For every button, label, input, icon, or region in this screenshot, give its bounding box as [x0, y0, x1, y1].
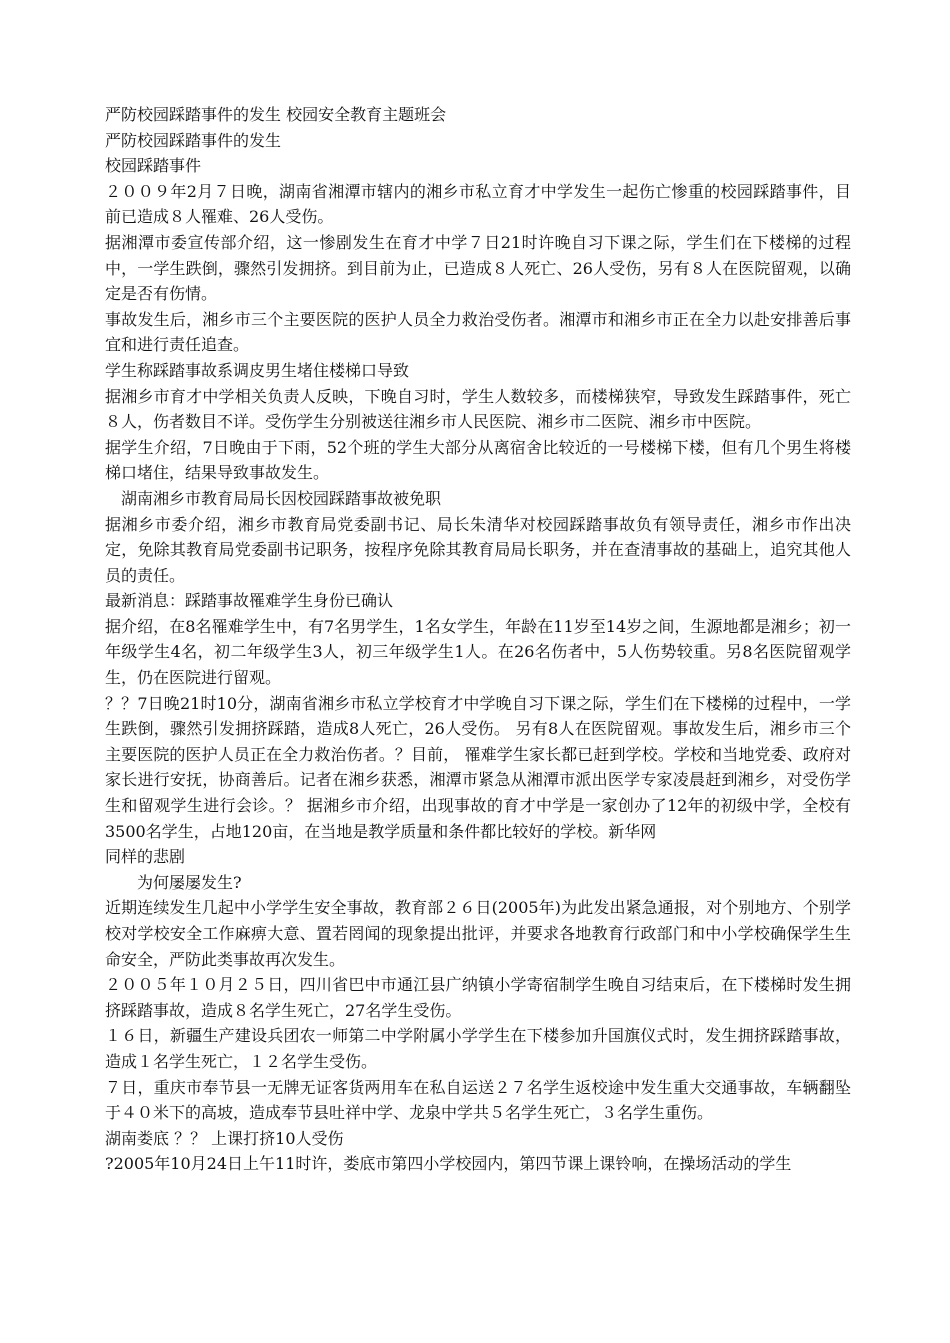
paragraph: ２００５年１０月２５日，四川省巴中市通江县广纳镇小学寄宿制学生晚自习结束后，在下楼梯时发生拥挤踩踏事故，造成８名学生死亡，27名学生受伤。: [105, 975, 851, 1020]
subtitle: 严防校园踩踏事件的发生: [105, 130, 282, 150]
paragraph: 事故发生后，湘乡市三个主要医院的医护人员全力救治受伤者。湘潭市和湘乡市正在全力以赴安排善后事宜和进行责任追查。: [105, 309, 851, 355]
paragraph: 据湘潭市委宣传部介绍，这一惨剧发生在育才中学７日21时许晚自习下课之际，学生们在下楼梯的过程中，一学生跌倒，骤然引发拥挤。到目前为止，已造成８人死亡、26人受伤，另有８人在医院留观，以确定是否有伤情。: [105, 232, 851, 304]
paragraph: ？？7日晚21时10分，湖南省湘乡市私立学校育才中学晚自习下课之际，学生们在下楼梯的过程中，一学生跌倒，骤然引发拥挤踩踏，造成8人死亡，26人受伤。 另有8人在医院留观。事故发生后，湘乡市三个主要医院的医护人员正在全力救治伤者。？目前， 罹难学生家长都已赶到学校。学校和当地党委、政府对家长进行安抚，协商善后。记者在湘乡获悉，湘潭市紧急从湘潭市派出医学专家凌晨赶到湘乡，对受伤学生和留观学生进行会诊。？ 据湘乡市介绍，出现事故的育才中学是一家创办了12年的初级中学，全校有3500名学生，占地120亩，在当地是教学质量和条件都比较好的学校。新华网: [105, 693, 851, 841]
paragraph: ?2005年10月24日上午11时许，娄底市第四小学校园内，第四节课上课铃响，在操场活动的学生: [105, 1154, 792, 1174]
paragraph: ２００９年2月７日晚，湖南省湘潭市辖内的湘乡市私立育才中学发生一起伤亡惨重的校园踩踏事件，目前已造成８人罹难、26人受伤。: [105, 181, 851, 227]
section-heading: 湖南娄底 ？？ 上课打挤10人受伤: [105, 1128, 344, 1148]
section-heading: 同样的悲剧: [105, 847, 186, 867]
document-title-line: 严防校园踩踏事件的发生 校园安全教育主题班会: [105, 105, 447, 124]
paragraph: 据湘乡市委介绍，湘乡市教育局党委副书记、局长朱清华对校园踩踏事故负有领导责任，湘乡市作出决定，免除其教育局党委副书记职务，按程序免除其教育局局长职务，并在查清事故的基础上，追究其他人员的责任。: [105, 514, 851, 585]
section-heading: 校园踩踏事件: [105, 156, 202, 176]
paragraph: ７日，重庆市奉节县一无牌无证客货两用车在私自运送２７名学生返校途中发生重大交通事故，车辆翻坠于４０米下的高坡，造成奉节县吐祥中学、龙泉中学共５名学生死亡，３名学生重伤。: [105, 1077, 851, 1123]
section-heading: 湖南湘乡市教育局局长因校园踩踏事故被免职: [121, 488, 442, 508]
paragraph: 近期连续发生几起中小学学生安全事故，教育部２６日(2005年)为此发出紧急通报，对个别地方、个别学校对学校安全工作麻痹大意、置若罔闻的现象提出批评，并要求各地教育行政部门和中小学校确保学生生命安全，严防此类事故再次发生。: [105, 898, 851, 969]
section-heading: 学生称踩踏事故系调皮男生堵住楼梯口导致: [105, 360, 410, 380]
document-body: [105, 102, 851, 1177]
section-heading: 最新消息：踩踏事故罹难学生身份已确认: [105, 591, 394, 611]
paragraph: 据学生介绍，7日晚由于下雨，52个班的学生大部分从离宿舍比较近的一号楼梯下楼，但有几个男生将楼梯口堵住，结果导致事故发生。: [105, 437, 851, 483]
paragraph: 据介绍，在8名罹难学生中，有7名男学生，1名女学生，年龄在11岁至14岁之间，生源地都是湘乡；初一年级学生4名，初二年级学生3人，初三年级学生1人。在26名伤者中，5人伤势较重。另8名医院留观学生，仍在医院进行留观。: [105, 616, 851, 688]
paragraph: 据湘乡市育才中学相关负责人反映，下晚自习时，学生人数较多，而楼梯狭窄，导致发生踩踏事件，死亡８人，伤者数目不详。受伤学生分别被送往湘乡市人民医院、湘乡市二医院、湘乡市中医院。: [105, 386, 851, 432]
section-heading: 为何屡屡发生?: [137, 872, 242, 892]
paragraph: １６日，新疆生产建设兵团农一师第二中学附属小学学生在下楼参加升国旗仪式时，发生拥挤踩踏事故，造成１名学生死亡，１２名学生受伤。: [105, 1026, 851, 1071]
